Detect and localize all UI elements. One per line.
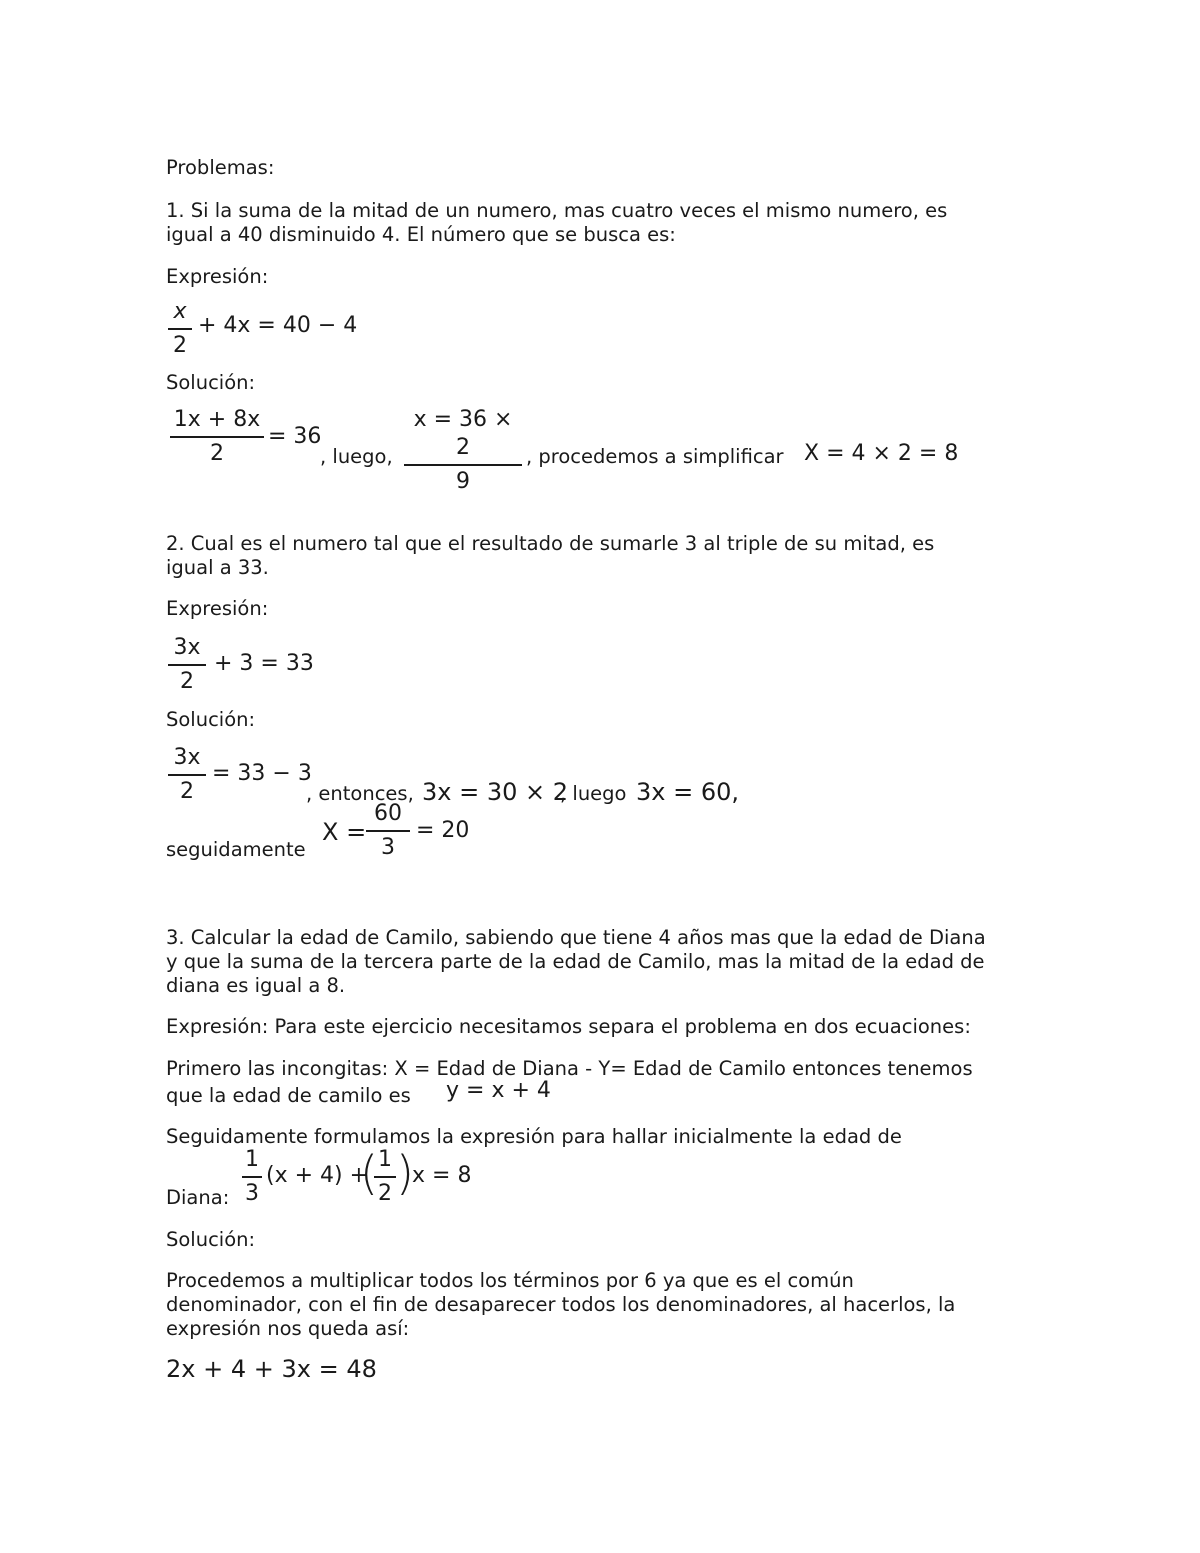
problem-2-solution-fraction-2: [366, 800, 410, 862]
fraction-denominator: 2: [180, 669, 194, 694]
fraction-numerator: x = 36 × 2: [413, 407, 513, 460]
problem-3-procedure-line-3: expresión nos queda así:: [166, 1317, 410, 1340]
fraction-numerator: 1x + 8x: [173, 407, 261, 432]
problem-1-solution-final: X = 4 × 2 = 8: [804, 441, 959, 466]
heading: Problemas:: [166, 156, 275, 179]
problem-3-line-3: diana es igual a 8.: [166, 974, 346, 997]
problem-1-line-2: igual a 40 disminuido 4. El número que se busca es:: [166, 223, 676, 246]
problem-2-expression-fraction: [168, 634, 206, 696]
problem-3-formulate-line: Seguidamente formulamos la expresión para hallar inicialmente la edad de: [166, 1125, 902, 1148]
problem-3-equation-fraction-1: [242, 1146, 262, 1208]
problem-1-expression-fraction: [168, 298, 192, 360]
fraction-denominator: 2: [180, 779, 194, 804]
problem-3-equation-fraction-2: [374, 1146, 396, 1208]
problem-3-equation-right-paren: ): [396, 1146, 414, 1200]
problem-3-equation-left-paren: (: [360, 1146, 378, 1200]
fraction-denominator: 3: [245, 1181, 259, 1206]
fraction-bar: [366, 830, 410, 832]
problem-3-procedure-line-2: denominador, con el fin de desaparecer todos los denominadores, al hacerlos, la: [166, 1293, 956, 1316]
problem-2-expression-rest: + 3 = 33: [214, 651, 314, 676]
problem-1-solution-text-2: , procedemos a simplificar: [526, 445, 784, 468]
fraction-numerator: 1: [245, 1147, 259, 1172]
problem-2-line-1: 2. Cual es el numero tal que el resultado de sumarle 3 al triple de su mitad, es: [166, 532, 935, 555]
problem-1-line-1: 1. Si la suma de la mitad de un numero, mas cuatro veces el mismo numero, es: [166, 199, 948, 222]
problem-1-expression-label: Expresión:: [166, 265, 269, 288]
fraction-numerator: 3x: [173, 635, 201, 660]
fraction-bar: [404, 464, 522, 466]
problem-2-solution-label: Solución:: [166, 708, 256, 731]
problem-3-unknowns-math: y = x + 4: [446, 1078, 551, 1103]
problem-3-equation-middle: (x + 4) +: [266, 1163, 369, 1188]
problem-3-solution-label: Solución:: [166, 1228, 256, 1251]
fraction-denominator: 9: [456, 469, 470, 494]
problem-2-solution-equals: = 33 − 3: [212, 761, 312, 786]
problem-3-line-2: y que la suma de la tercera parte de la edad de Camilo, mas la mitad de la edad de: [166, 950, 985, 973]
fraction-numerator: 60: [374, 801, 402, 826]
problem-2-solution-math-2: 3x = 60,: [636, 778, 740, 806]
fraction-bar: [168, 664, 206, 666]
problem-3-line-1: 3. Calcular la edad de Camilo, sabiendo que tiene 4 años mas que la edad de Diana: [166, 926, 986, 949]
fraction-denominator: 3: [381, 835, 395, 860]
fraction-denominator: 2: [378, 1181, 392, 1206]
fraction-bar: [374, 1176, 396, 1178]
problem-1-solution-text-1: , luego,: [320, 445, 393, 468]
problem-2-solution-text-3: seguidamente: [166, 838, 306, 861]
problem-3-final-equation: 2x + 4 + 3x = 48: [166, 1355, 377, 1383]
problem-2-solution-math-1: 3x = 30 × 2: [422, 778, 569, 806]
problem-1-solution-fraction-1: [170, 406, 264, 468]
problem-3-expression-line: Expresión: Para este ejercicio necesitamos separa el problema en dos ecuaciones:: [166, 1015, 971, 1038]
problem-2-solution-text-2: , luego: [560, 782, 627, 805]
fraction-bar: [168, 328, 192, 330]
problem-2-solution-fraction-1: [168, 744, 206, 806]
problem-2-solution-text-1: , entonces,: [306, 782, 414, 805]
problem-1-solution-fraction-2: [404, 406, 522, 496]
problem-3-diana-label: Diana:: [166, 1186, 230, 1209]
fraction-numerator: x: [173, 299, 187, 324]
problem-3-equation-end: x = 8: [412, 1163, 472, 1188]
problem-1-solution-equals: = 36: [268, 424, 322, 449]
fraction-bar: [170, 436, 264, 438]
problem-2-solution-math-3: X =: [322, 818, 367, 846]
problem-2-line-2: igual a 33.: [166, 556, 269, 579]
problem-1-expression-rest: + 4x = 40 − 4: [198, 313, 358, 338]
fraction-denominator: 2: [210, 441, 224, 466]
problem-1-solution-label: Solución:: [166, 371, 256, 394]
problem-3-unknowns-line-1: Primero las incongitas: X = Edad de Diana - Y= Edad de Camilo entonces tenemos: [166, 1057, 973, 1080]
problem-3-procedure-line-1: Procedemos a multiplicar todos los términos por 6 ya que es el común: [166, 1269, 854, 1292]
fraction-denominator: 2: [173, 333, 187, 358]
fraction-numerator: 3x: [173, 745, 201, 770]
fraction-numerator: 1: [378, 1147, 392, 1172]
fraction-bar: [168, 774, 206, 776]
fraction-bar: [242, 1176, 262, 1178]
problem-2-expression-label: Expresión:: [166, 597, 269, 620]
problem-3-unknowns-line-2: que la edad de camilo es: [166, 1084, 411, 1107]
problem-2-solution-math-4: = 20: [416, 818, 470, 843]
